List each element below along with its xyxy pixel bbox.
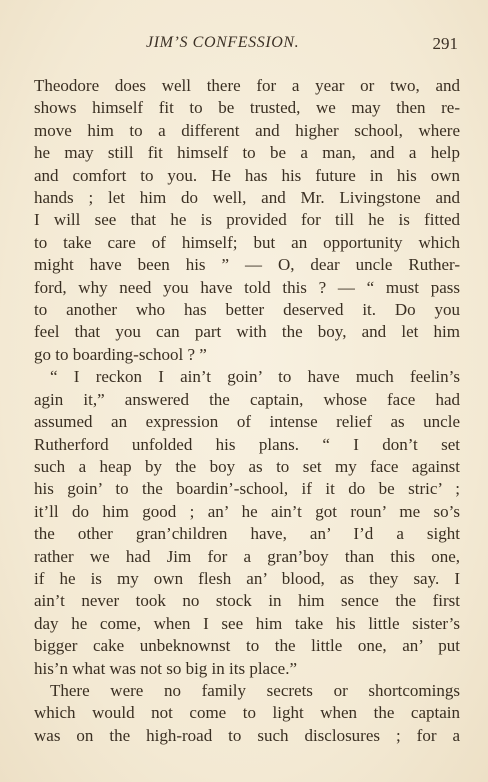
text-line: There were no family secrets or shortcomings [50, 680, 460, 700]
text-line: and comfort to you. He has his future in his own [34, 165, 460, 185]
body-text [34, 75, 460, 747]
text-line: bigger cake unbeknownst to the little one, an’ put [34, 636, 460, 656]
text-line: ford, why need you have told this ? — “ must pass [34, 277, 460, 297]
text-line: to take care of himself; but an opportunity which [34, 232, 460, 252]
text-line: “ I reckon I ain’t goin’ to have much feelin’s [50, 367, 460, 387]
paragraph [34, 75, 460, 366]
text-line: go to boarding-school ? ” [34, 344, 207, 364]
page-header [0, 34, 488, 58]
text-line: day he come, when I see him take his little sister’s [34, 613, 460, 633]
text-line: feel that you can part with the boy, and let him [34, 322, 460, 342]
text-line: I will see that he is provided for till he is fitted [34, 210, 460, 230]
text-line: agin it,” answered the captain, whose face had [34, 389, 460, 409]
text-line: Rutherford unfolded his plans. “ I don’t set [34, 434, 460, 454]
text-line: assumed an expression of intense relief as uncle [34, 412, 460, 432]
text-line: such a heap by the boy as to set my face against [34, 456, 460, 476]
text-line: hands ; let him do well, and Mr. Livingstone and [34, 188, 460, 208]
text-line: ain’t never took no stock in him sence the first [34, 591, 460, 611]
text-line: shows himself fit to be trusted, we may then re- [34, 98, 460, 118]
text-line: which would not come to light when the captain [34, 703, 460, 723]
text-line: rather we had Jim for a gran’boy than this one, [34, 546, 460, 566]
page-number: 291 [432, 34, 458, 53]
running-title: JIM’S CONFESSION. [146, 34, 300, 51]
paragraph [34, 366, 460, 680]
text-line: he may still fit himself to be a man, and a help [34, 143, 460, 163]
text-line: Theodore does well there for a year or two, and [34, 76, 460, 95]
text-line: it’ll do him good ; an’ he ain’t got roun’ me so’s [34, 501, 460, 521]
text-line: move him to a different and higher school, where [34, 120, 460, 140]
text-line: his goin’ to the boardin’-school, if it do be stric’ ; [34, 479, 460, 499]
text-line: his’n what was not so big in its place.” [34, 658, 297, 678]
text-line: the other gran’children have, an’ I’d a sight [34, 524, 460, 544]
text-line: might have been his ” — O, dear uncle Ruther- [34, 255, 460, 275]
paragraph [34, 680, 460, 747]
text-line: was on the high-road to such disclosures ; for a [34, 725, 460, 745]
text-line: if he is my own flesh an’ blood, as they say. I [34, 568, 460, 588]
text-line: to another who has better deserved it. Do you [34, 300, 460, 320]
